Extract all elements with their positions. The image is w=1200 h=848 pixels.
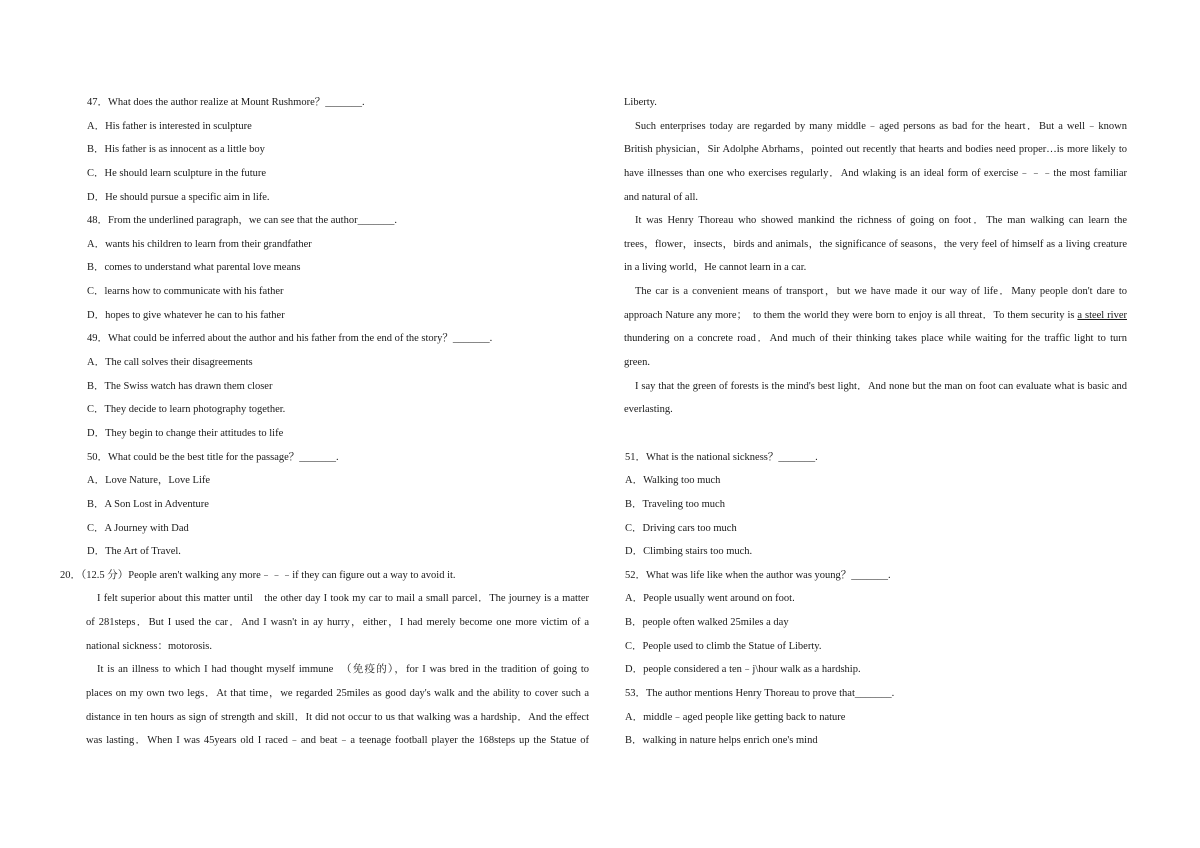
passage-paragraph-6-line-2: everlasting. bbox=[624, 404, 673, 416]
question-52-option-b: B．people often walked 25miles a day bbox=[625, 617, 789, 629]
question-51-option-c: C．Driving cars too much bbox=[625, 522, 737, 534]
question-51-option-d: D．Climbing stairs too much. bbox=[625, 546, 753, 558]
section-20-heading: 20．（12.5 分）People aren't walking any more﹣﹣﹣if they can figure out a way to avoid it. bbox=[60, 569, 456, 581]
question-49-option-c: C．They decide to learn photography together. bbox=[87, 404, 286, 416]
question-51-option-a: A．Walking too much bbox=[625, 475, 721, 487]
passage-paragraph-5-line-2 bbox=[624, 304, 1127, 328]
question-48-option-a: A．wants his children to learn from their grandfather bbox=[87, 238, 312, 250]
question-50-stem: 50．What could be the best title for the passage？_______. bbox=[87, 451, 339, 463]
blank-spacer bbox=[624, 422, 1127, 446]
passage-paragraph-3-line-2: British physician，Sir Adolphe Abrhams，pointed out recently that hearts and bodies need proper…is more likely to bbox=[624, 144, 1127, 156]
question-50-option-a: A．Love Nature，Love Life bbox=[87, 475, 211, 487]
passage-paragraph-2-line-2: places on my own two legs．At that time，we regarded 25miles as good day's walk and the ability to cover such a bbox=[86, 688, 589, 700]
question-53-stem: 53．The author mentions Henry Thoreau to prove that_______. bbox=[625, 688, 895, 700]
question-47-option-b: B．His father is as innocent as a little boy bbox=[87, 144, 265, 156]
question-52-option-d: D．people considered a ten﹣j\hour walk as a hardship. bbox=[625, 664, 861, 676]
question-48-option-b: B．comes to understand what parental love means bbox=[87, 262, 301, 274]
question-52-option-a: A．People usually went around on foot. bbox=[625, 593, 795, 605]
passage-paragraph-1-line-1: I felt superior about this matter until the other day I took my car to mail a small parcel．The journey is a matter bbox=[97, 593, 589, 605]
question-53-option-a: A．middle﹣aged people like getting back to nature bbox=[625, 711, 846, 723]
passage-paragraph-5-line-3: thundering on a concrete road．And much of their thinking takes place while waiting for the traffic light to turn bbox=[624, 333, 1127, 345]
question-48-stem: 48．From the underlined paragraph，we can see that the author_______. bbox=[87, 215, 397, 227]
passage-paragraph-2-line-1: It is an illness to which I had thought myself immune （免疫的），for I was bred in the tradition of going to bbox=[97, 664, 589, 676]
passage-paragraph-5-line-4: green. bbox=[624, 357, 650, 369]
passage-paragraph-4-line-2: trees，flower，insects，birds and animals，the significance of seasons，the very feel of himself as a living creature bbox=[624, 238, 1127, 250]
passage-paragraph-1-line-3: national sickness：motorosis. bbox=[86, 640, 212, 652]
question-50-option-c: C．A Journey with Dad bbox=[87, 522, 189, 534]
passage-paragraph-3-line-1: Such enterprises today are regarded by many middle﹣aged persons as bad for the heart．But a well﹣known bbox=[635, 120, 1127, 132]
passage-paragraph-3-line-4: and natural of all. bbox=[624, 191, 699, 203]
question-48-option-d: D．hopes to give whatever he can to his father bbox=[87, 309, 285, 321]
passage-paragraph-2-line-4: was lasting．When I was 45years old I raced﹣and beat﹣a teenage football player the 168steps up the Statue of bbox=[86, 735, 589, 747]
right-column bbox=[624, 91, 1127, 753]
passage-paragraph-5-line-1: The car is a convenient means of transport，but we have made it our way of life．Many people don't dare to bbox=[635, 286, 1127, 298]
question-50-option-b: B．A Son Lost in Adventure bbox=[87, 498, 209, 510]
passage-paragraph-1-line-2: of 281steps．But I used the car．And I wasn't in ay hurry，either，I had merely become one more victim of a bbox=[86, 617, 589, 629]
passage-paragraph-6-line-1: I say that the green of forests is the mind's best light．And none but the man on foot can evaluate what is basic and bbox=[635, 380, 1127, 392]
question-48-option-c: C．learns how to communicate with his father bbox=[87, 286, 284, 298]
question-49-stem: 49．What could be inferred about the author and his father from the end of the story？_______. bbox=[87, 333, 493, 345]
question-51-option-b: B．Traveling too much bbox=[625, 498, 725, 510]
question-52-stem: 52．What was life like when the author was young？_______. bbox=[625, 569, 891, 581]
passage-paragraph-5-line-2-text: approach Nature any more； to them the world they were born to enjoy is all threat．To them security is bbox=[624, 309, 1078, 321]
question-47-option-a: A．His father is interested in sculpture bbox=[87, 120, 252, 132]
left-column bbox=[60, 91, 589, 753]
underlined-phrase: a steel river bbox=[1077, 309, 1127, 321]
question-47-stem: 47．What does the author realize at Mount Rushmore？_______. bbox=[87, 97, 365, 108]
question-47-option-c: C．He should learn sculpture in the future bbox=[87, 167, 267, 179]
question-51-stem: 51．What is the national sickness？_______. bbox=[625, 451, 818, 463]
question-50-option-d: D．The Art of Travel. bbox=[87, 546, 181, 558]
question-49-option-d: D．They begin to change their attitudes to life bbox=[87, 427, 284, 439]
passage-paragraph-2-line-3: distance in ten hours as sign of strength and skill．It did not occur to us that walking was a hardship．And the effect bbox=[86, 711, 589, 723]
question-49-option-b: B．The Swiss watch has drawn them closer bbox=[87, 380, 273, 392]
passage-paragraph-2-end: Liberty. bbox=[624, 97, 657, 108]
passage-paragraph-4-line-3: in a living world，He cannot learn in a car. bbox=[624, 262, 807, 274]
question-53-option-b: B．walking in nature helps enrich one's mind bbox=[625, 735, 818, 747]
passage-paragraph-3-line-3: have illnesses than one who exercises regularly．And wlaking is an ideal form of exercise﹣﹣﹣the most familiar bbox=[624, 167, 1127, 179]
passage-paragraph-4-line-1: It was Henry Thoreau who showed mankind the richness of going on foot．The man walking can learn the bbox=[635, 215, 1127, 227]
question-49-option-a: A．The call solves their disagreements bbox=[87, 357, 253, 369]
question-52-option-c: C．People used to climb the Statue of Liberty. bbox=[625, 640, 822, 652]
question-47-option-d: D．He should pursue a specific aim in life. bbox=[87, 191, 270, 203]
